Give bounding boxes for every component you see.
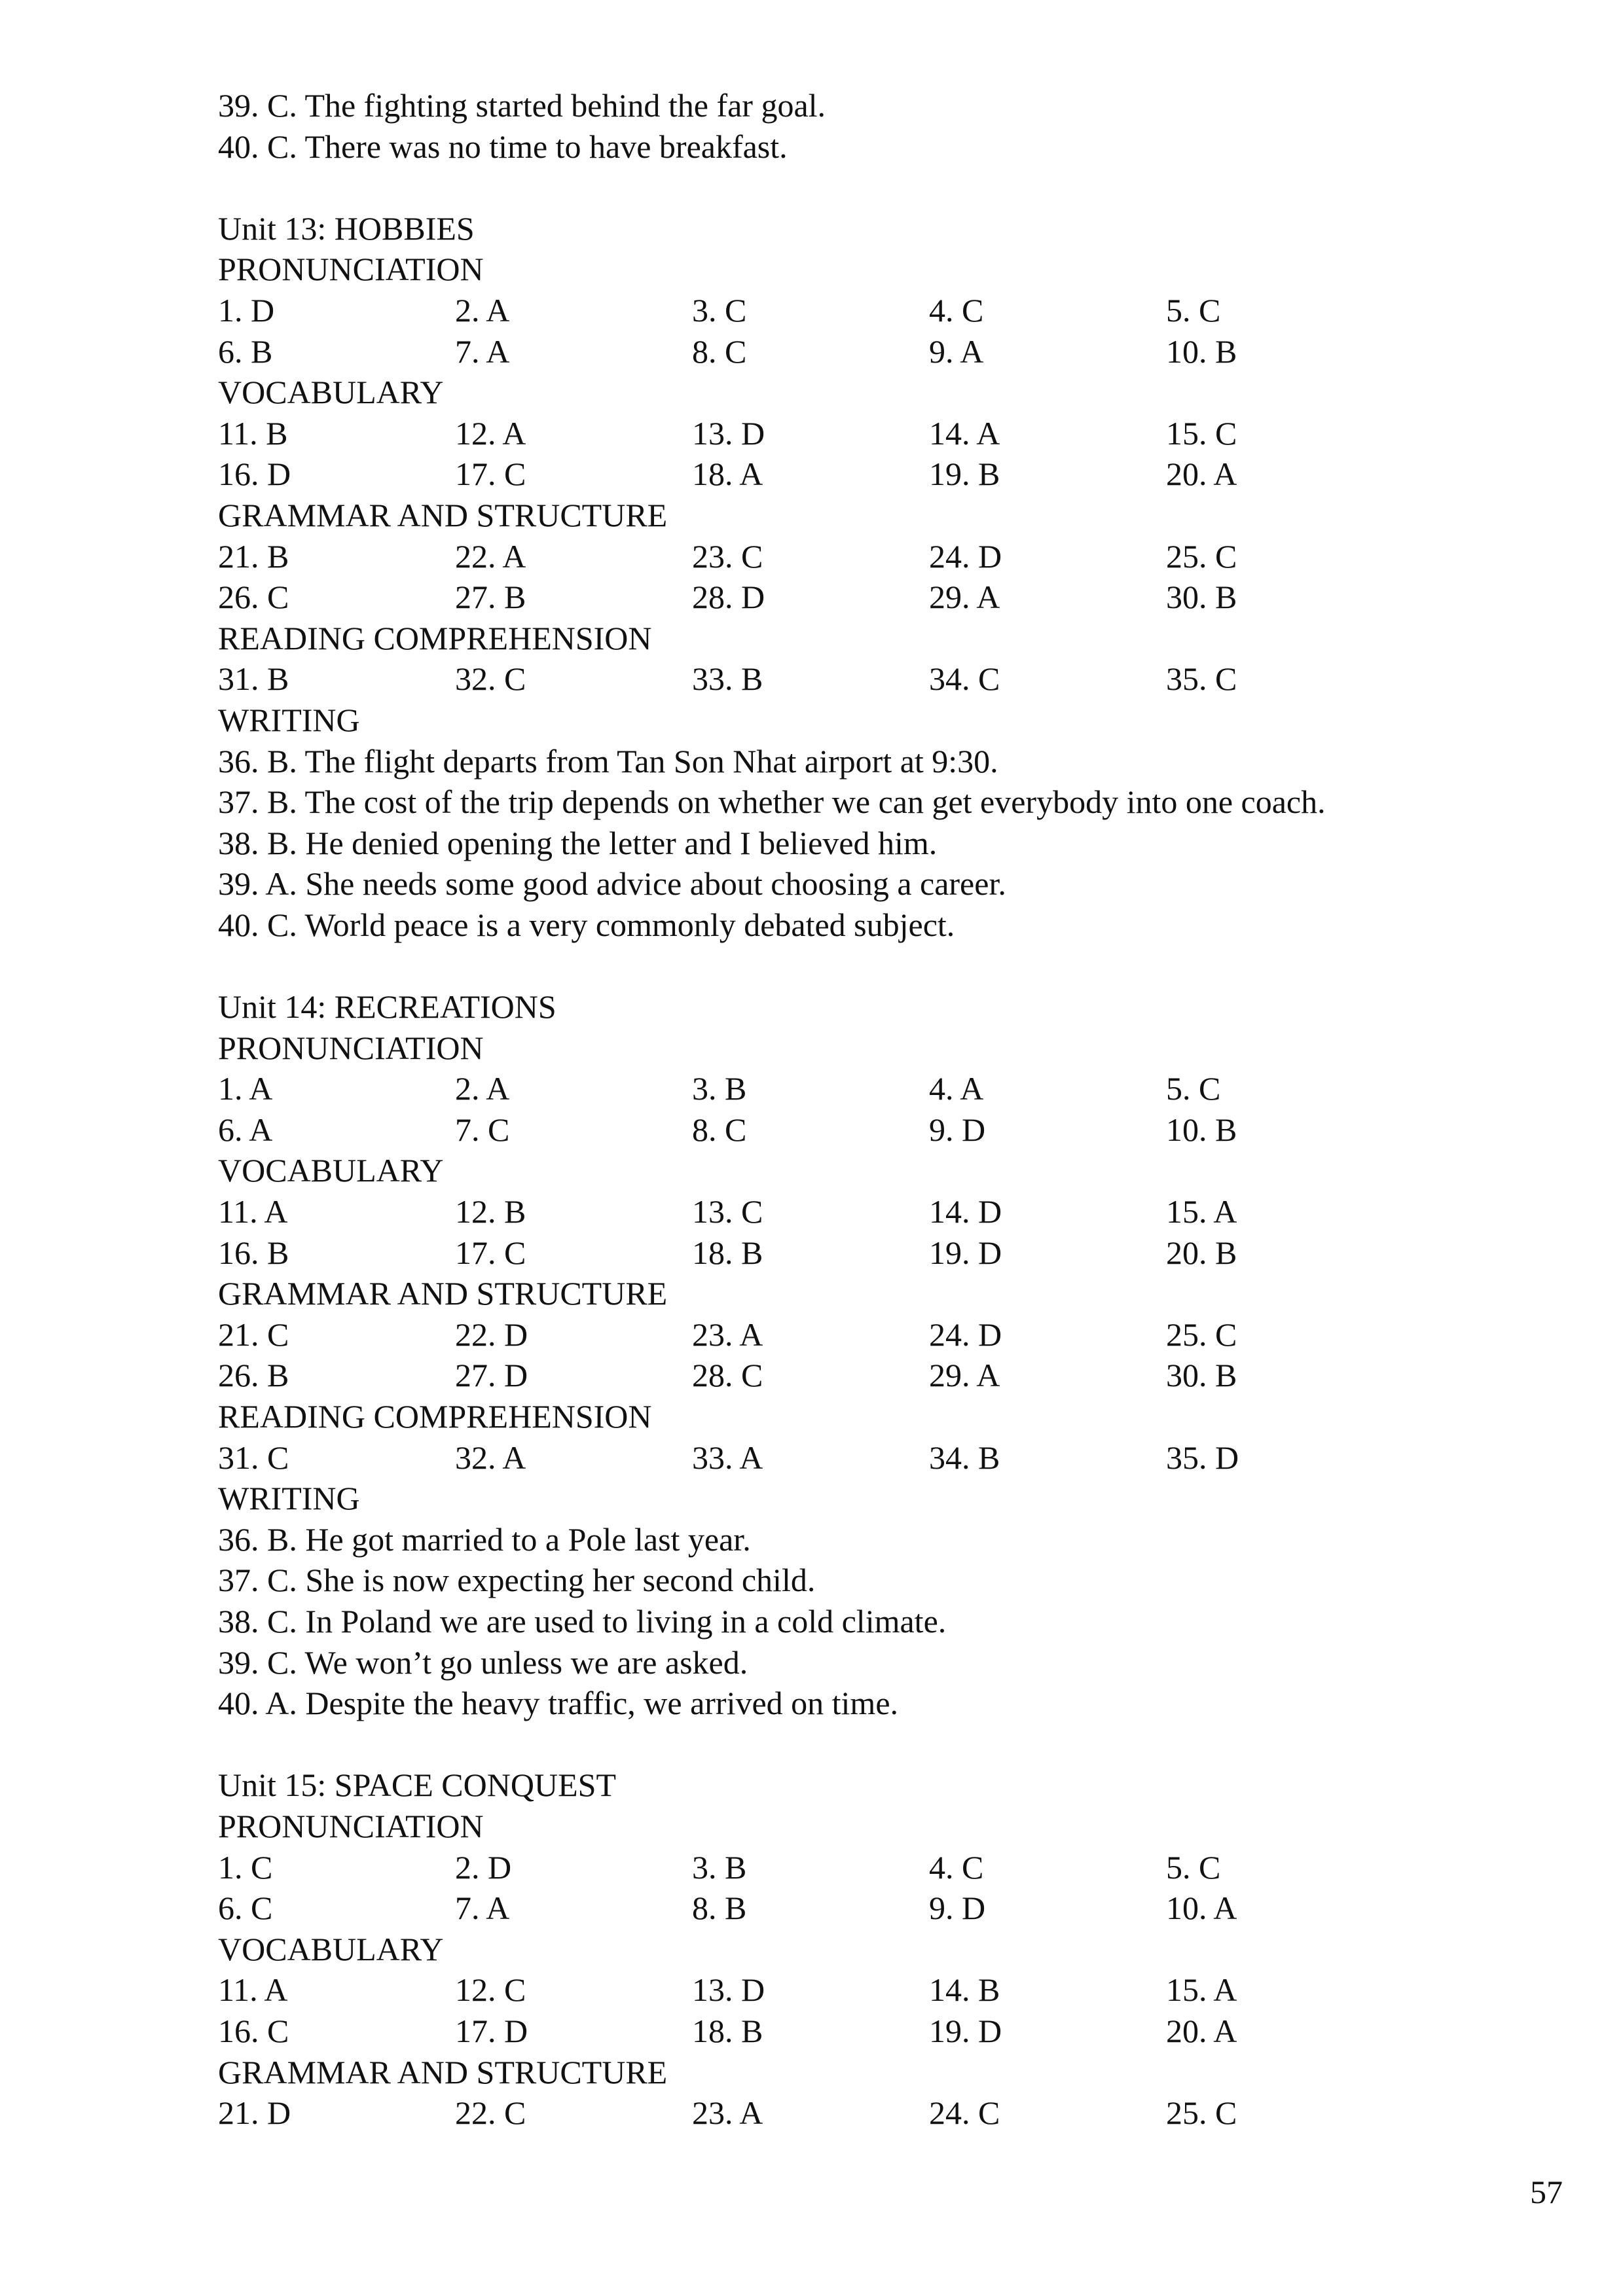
answer-cell: 1. D (218, 291, 275, 329)
answer-cell: 15. A (1166, 1971, 1237, 2009)
section-heading: PRONUNCIATION (218, 1029, 484, 1066)
answer-row (218, 1314, 1527, 1355)
answer-cell: 32. A (455, 1439, 526, 1476)
section-heading: VOCABULARY (218, 1930, 444, 1967)
answer-row (218, 1888, 1527, 1929)
answer-cell: 24. D (929, 1316, 1002, 1353)
blank-line (218, 1724, 1527, 1765)
writing-answer: 38. C. In Poland we are used to living in a cold climate. (218, 1602, 947, 1640)
answer-cell: 9. D (929, 1111, 986, 1148)
answer-cell: 21. C (218, 1316, 289, 1353)
answer-cell: 33. B (692, 660, 763, 698)
answer-cell: 4. C (929, 291, 984, 329)
writing-answer: 39. C. The fighting started behind the far goal. (218, 87, 826, 124)
answer-cell: 24. C (929, 2094, 1000, 2132)
answer-cell: 16. D (218, 456, 291, 493)
answer-cell: 25. C (1166, 2094, 1237, 2132)
answer-cell: 13. C (692, 1193, 763, 1230)
answer-cell: 20. A (1166, 2012, 1237, 2049)
answer-cell: 31. B (218, 660, 289, 698)
answer-cell: 15. A (1166, 1193, 1237, 1230)
answer-cell: 4. C (929, 1848, 984, 1886)
answer-cell: 33. A (692, 1439, 763, 1476)
answer-cell: 28. D (692, 579, 765, 616)
answer-cell: 3. B (692, 1848, 747, 1886)
answer-cell: 27. B (455, 579, 526, 616)
answer-cell: 26. C (218, 579, 289, 616)
answer-cell: 21. B (218, 537, 289, 575)
answer-cell: 10. B (1166, 332, 1237, 370)
answer-cell: 34. B (929, 1439, 1000, 1476)
answer-cell: 21. D (218, 2094, 291, 2132)
answer-cell: 10. B (1166, 1111, 1237, 1148)
section-heading: WRITING (218, 701, 360, 738)
answer-key-page (218, 85, 1527, 2134)
answer-cell: 12. A (455, 414, 526, 452)
answer-cell: 8. C (692, 1111, 747, 1148)
answer-cell: 12. B (455, 1193, 526, 1230)
answer-cell: 35. C (1166, 660, 1237, 698)
blank-line (218, 945, 1527, 986)
answer-cell: 14. B (929, 1971, 1000, 2009)
section-heading: READING COMPREHENSION (218, 1398, 652, 1435)
writing-answer: 39. A. She needs some good advice about choosing a career. (218, 865, 1006, 903)
answer-cell: 7. C (455, 1111, 510, 1148)
writing-answer: 40. C. World peace is a very commonly debated subject. (218, 906, 955, 943)
unit-title: Unit 14: RECREATIONS (218, 988, 556, 1026)
answer-row (218, 2092, 1527, 2134)
answer-cell: 14. A (929, 414, 1000, 452)
section-heading: VOCABULARY (218, 374, 444, 411)
answer-cell: 30. B (1166, 1357, 1237, 1394)
answer-cell: 16. B (218, 1234, 289, 1271)
answer-row (218, 413, 1527, 454)
answer-cell: 2. A (455, 1070, 510, 1107)
answer-cell: 11. A (218, 1193, 288, 1230)
answer-cell: 19. D (929, 1234, 1002, 1271)
page-number: 57 (1530, 2174, 1563, 2210)
answer-cell: 20. B (1166, 1234, 1237, 1271)
answer-cell: 10. A (1166, 1890, 1237, 1927)
answer-row (218, 454, 1527, 495)
answer-cell: 20. A (1166, 456, 1237, 493)
answer-cell: 5. C (1166, 291, 1221, 329)
writing-answer: 36. B. He got married to a Pole last year. (218, 1520, 751, 1558)
writing-answer: 38. B. He denied opening the letter and I believed him. (218, 824, 938, 861)
answer-cell: 25. C (1166, 537, 1237, 575)
section-heading: PRONUNCIATION (218, 251, 484, 288)
answer-cell: 5. C (1166, 1848, 1221, 1886)
answer-cell: 19. D (929, 2012, 1002, 2049)
answer-cell: 7. A (455, 1890, 510, 1927)
answer-cell: 8. B (692, 1890, 747, 1927)
answer-cell: 4. A (929, 1070, 984, 1107)
writing-answer: 39. C. We won’t go unless we are asked. (218, 1643, 748, 1681)
answer-cell: 28. C (692, 1357, 763, 1394)
answer-cell: 6. A (218, 1111, 273, 1148)
section-heading: GRAMMAR AND STRUCTURE (218, 2053, 668, 2090)
writing-answer: 40. C. There was no time to have breakfast. (218, 128, 788, 165)
answer-row (218, 1355, 1527, 1396)
answer-cell: 25. C (1166, 1316, 1237, 1353)
answer-cell: 11. B (218, 414, 288, 452)
writing-answer: 40. A. Despite the heavy traffic, we arrived on time. (218, 1685, 899, 1722)
answer-cell: 26. B (218, 1357, 289, 1394)
answer-cell: 3. C (692, 291, 747, 329)
answer-cell: 15. C (1166, 414, 1237, 452)
answer-cell: 22. D (455, 1316, 528, 1353)
answer-row (218, 1232, 1527, 1274)
answer-cell: 9. D (929, 1890, 986, 1927)
answer-cell: 17. C (455, 456, 526, 493)
blank-line (218, 167, 1527, 208)
answer-cell: 11. A (218, 1971, 288, 2009)
answer-row (218, 536, 1527, 577)
answer-cell: 14. D (929, 1193, 1002, 1230)
answer-row (218, 1109, 1527, 1151)
answer-cell: 18. B (692, 1234, 763, 1271)
answer-cell: 13. D (692, 1971, 765, 2009)
answer-cell: 18. A (692, 456, 763, 493)
unit-title: Unit 15: SPACE CONQUEST (218, 1767, 616, 1804)
answer-cell: 2. A (455, 291, 510, 329)
answer-cell: 23. A (692, 1316, 763, 1353)
answer-cell: 24. D (929, 537, 1002, 575)
answer-cell: 23. A (692, 2094, 763, 2132)
answer-cell: 30. B (1166, 579, 1237, 616)
answer-cell: 6. C (218, 1890, 273, 1927)
answer-row (218, 658, 1527, 700)
answer-cell: 22. A (455, 537, 526, 575)
answer-cell: 8. C (692, 332, 747, 370)
answer-row (218, 290, 1527, 331)
answer-cell: 2. D (455, 1848, 512, 1886)
section-heading: WRITING (218, 1480, 360, 1517)
answer-cell: 13. D (692, 414, 765, 452)
unit-title: Unit 13: HOBBIES (218, 209, 475, 247)
section-heading: GRAMMAR AND STRUCTURE (218, 496, 668, 533)
answer-cell: 1. C (218, 1848, 273, 1886)
section-heading: PRONUNCIATION (218, 1807, 484, 1844)
answer-cell: 35. D (1166, 1439, 1239, 1476)
answer-cell: 19. B (929, 456, 1000, 493)
answer-cell: 16. C (218, 2012, 289, 2049)
answer-cell: 27. D (455, 1357, 528, 1394)
section-heading: GRAMMAR AND STRUCTURE (218, 1275, 668, 1312)
answer-cell: 31. C (218, 1439, 289, 1476)
writing-answer: 37. C. She is now expecting her second child. (218, 1562, 816, 1599)
answer-cell: 18. B (692, 2012, 763, 2049)
answer-cell: 12. C (455, 1971, 526, 2009)
answer-cell: 32. C (455, 660, 526, 698)
answer-cell: 17. D (455, 2012, 528, 2049)
answer-row (218, 2011, 1527, 2052)
answer-cell: 1. A (218, 1070, 273, 1107)
answer-cell: 22. C (455, 2094, 526, 2132)
answer-cell: 7. A (455, 332, 510, 370)
answer-cell: 29. A (929, 579, 1000, 616)
answer-row (218, 1437, 1527, 1479)
answer-cell: 29. A (929, 1357, 1000, 1394)
answer-cell: 23. C (692, 537, 763, 575)
answer-row (218, 577, 1527, 618)
answer-row (218, 1969, 1527, 2011)
answer-row (218, 1847, 1527, 1888)
section-heading: VOCABULARY (218, 1152, 444, 1189)
answer-cell: 34. C (929, 660, 1000, 698)
answer-cell: 9. A (929, 332, 984, 370)
answer-cell: 3. B (692, 1070, 747, 1107)
writing-answer: 37. B. The cost of the trip depends on whether we can get everybody into one coach. (218, 783, 1326, 821)
writing-answer: 36. B. The flight departs from Tan Son Nhat airport at 9:30. (218, 742, 998, 780)
answer-cell: 6. B (218, 332, 273, 370)
answer-cell: 5. C (1166, 1070, 1221, 1107)
answer-cell: 17. C (455, 1234, 526, 1271)
answer-row (218, 331, 1527, 372)
answer-row (218, 1068, 1527, 1109)
section-heading: READING COMPREHENSION (218, 619, 652, 656)
answer-row (218, 1191, 1527, 1232)
